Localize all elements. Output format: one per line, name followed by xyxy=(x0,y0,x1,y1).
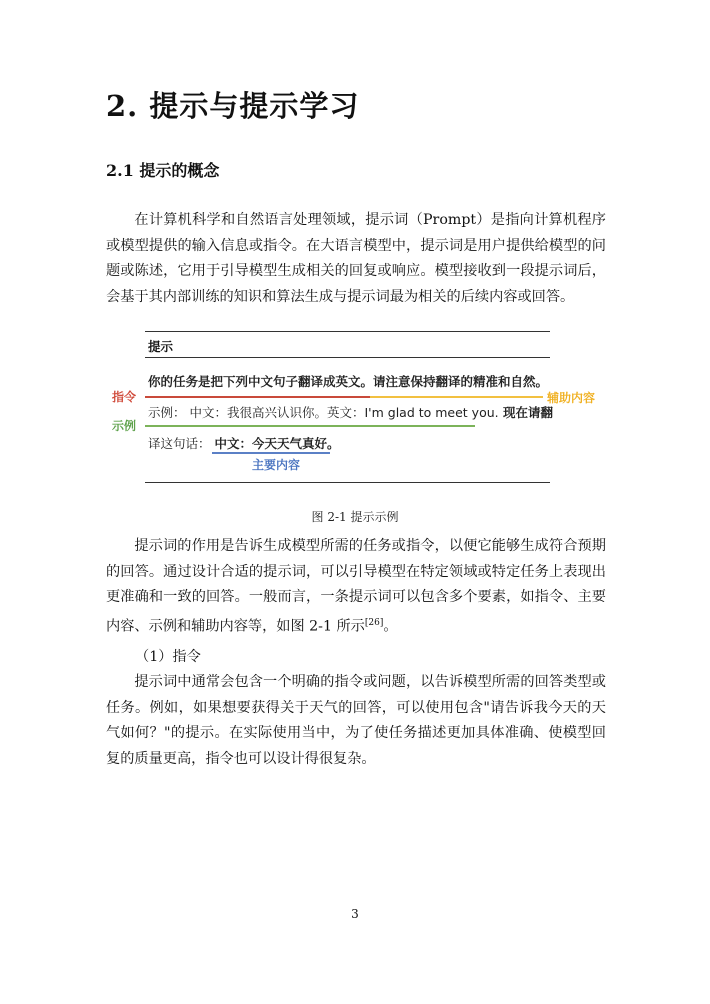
prompt-example-figure xyxy=(100,322,610,492)
citation-ref[interactable]: [26] xyxy=(364,617,384,628)
figure-caption: 图 2-1 提示示例 xyxy=(311,510,399,524)
example-suffix: 现在请翻 xyxy=(498,405,553,420)
paragraph-prompt-role xyxy=(106,534,606,640)
page-number: 3 xyxy=(351,907,359,921)
tag-main-content: 主要内容 xyxy=(252,458,301,472)
auxiliary-underline xyxy=(370,396,543,398)
chapter-heading: 2. 提示与提示学习 xyxy=(106,89,360,123)
example-english: I'm glad to meet you. xyxy=(364,405,499,420)
figure-bottom-rule xyxy=(145,482,550,483)
figure-line-example xyxy=(148,403,553,421)
main-underline xyxy=(212,452,330,454)
main-prefix: 译这句话： xyxy=(148,436,215,451)
figure-header-rule xyxy=(145,357,550,358)
paragraph2-end: 。 xyxy=(383,618,398,635)
paragraph-instruction: 提示词中通常会包含一个明确的指令或问题，以告诉模型所需的回答类型或任务。例如，如果想要获得关于天气的回答，可以使用包含"请告诉我今天的天气如何？"的提示。在实际使用当中，为了使任务描述更加具体准确、使模型回复的质量更高，指令也可以设计得很复杂。 xyxy=(106,674,606,767)
section-heading: 2.1 提示的概念 xyxy=(106,161,220,180)
figure-title: 提示 xyxy=(148,339,174,354)
figure-top-rule xyxy=(145,331,550,332)
tag-example: 示例 xyxy=(112,419,137,433)
figure-line-instruction: 你的任务是把下列中文句子翻译成英文。请注意保持翻译的精准和自然。 xyxy=(148,374,549,389)
paragraph-prompt-definition: 在计算机科学和自然语言处理领域，提示词（Prompt）是指向计算机程序或模型提供的输入信息或指令。在大语言模型中，提示词是用户提供给模型的问题或陈述，它用于引导模型生成相关的回复或响应。模型接收到一段提示词后，会基于其内部训练的知识和算法生成与提示词最为相关的后续内容或回答。 xyxy=(106,212,606,305)
instruction-underline xyxy=(145,396,370,398)
subsection-heading: （1）指令 xyxy=(135,649,201,665)
tag-auxiliary: 辅助内容 xyxy=(547,391,596,405)
example-underline xyxy=(145,425,475,427)
example-prefix: 示例： 中文：我很高兴认识你。英文： xyxy=(148,405,365,420)
paragraph2-text: 提示词的作用是告诉生成模型所需的任务或指令，以便它能够生成符合预期的回答。通过设计合适的提示词，可以引导模型在特定领域或特定任务上表现出更准确和一致的回答。一般而言，一条提示词可以包含多个要素，如指令、主要内容、示例和辅助内容等，如图 2-1 所示 xyxy=(106,538,606,635)
figure-line-main xyxy=(148,434,340,452)
tag-instruction: 指令 xyxy=(112,390,137,404)
main-content-text: 中文：今天天气真好。 xyxy=(214,436,340,451)
